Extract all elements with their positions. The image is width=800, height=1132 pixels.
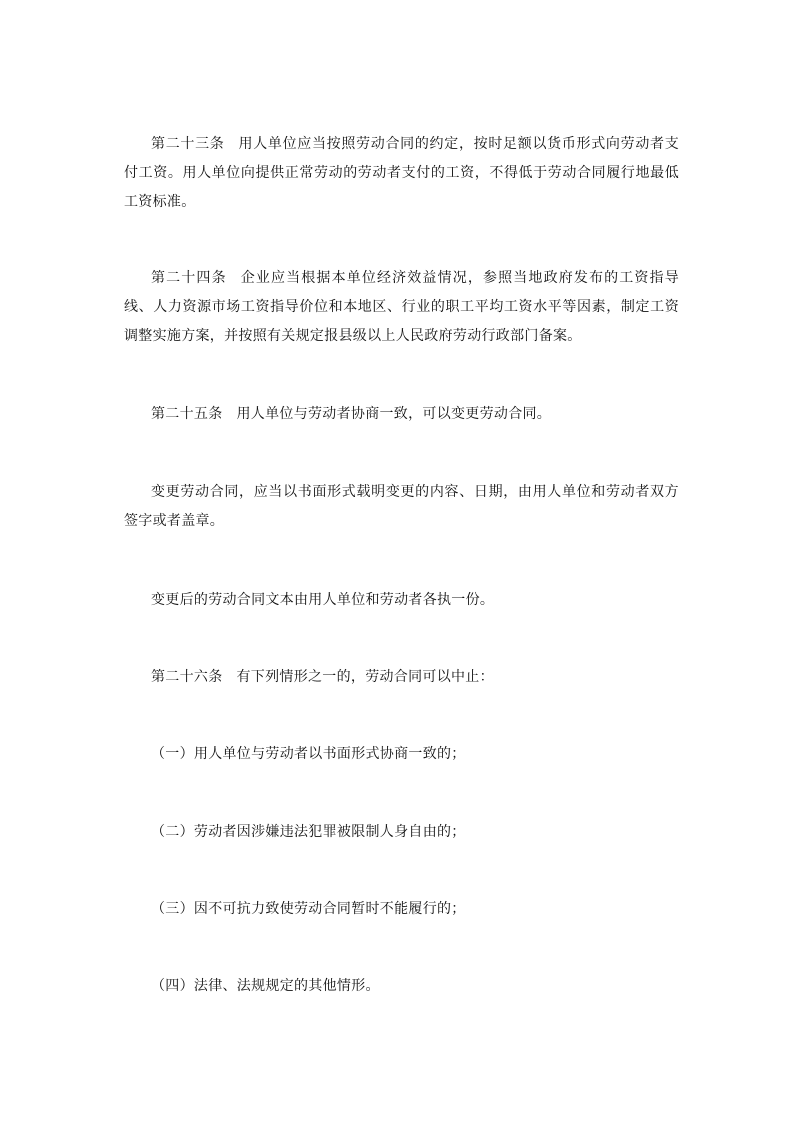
list-item: （三）因不可抗力致使劳动合同暂时不能履行的； <box>151 901 466 917</box>
article-24-text: 企业应当根据本单位经济效益情况，参照当地政府发布的工资指导线、人力资源市场工资指导价位和本地区、行业的职工平均工资水平等因素，制定工资调整实施方案，并按照有关规定报县级以上人民政府劳动行政部门备案。 <box>124 270 680 344</box>
article-23-text: 用人单位应当按照劳动合同的约定，按时足额以货币形式向劳动者支付工资。用人单位向提供正常劳动的劳动者支付的工资，不得低于劳动合同履行地最低工资标准。 <box>124 136 680 210</box>
article-25 <box>124 400 679 429</box>
article-23 <box>124 130 679 217</box>
list-item: （二）劳动者因涉嫌违法犯罪被限制人身自由的； <box>151 824 466 840</box>
article-23-number: 第二十三条 <box>151 136 225 152</box>
article-26 <box>124 663 679 692</box>
list-item: （一）用人单位与劳动者以书面形式协商一致的； <box>151 746 466 762</box>
list-item: （四）法律、法规规定的其他情形。 <box>151 978 380 994</box>
article-25-text: 用人单位与劳动者协商一致，可以变更劳动合同。 <box>236 406 552 422</box>
paragraph-change-contract: 变更劳动合同，应当以书面形式载明变更的内容、日期，由用人单位和劳动者双方签字或者盖章。 <box>124 484 679 529</box>
article-26-text: 有下列情形之一的，劳动合同可以中止： <box>236 669 494 685</box>
article-26-number: 第二十六条 <box>151 669 223 685</box>
article-24 <box>124 264 679 351</box>
article-25-number: 第二十五条 <box>151 406 223 422</box>
paragraph-contract-copies: 变更后的劳动合同文本由用人单位和劳动者各执一份。 <box>151 592 495 608</box>
article-24-number: 第二十四条 <box>151 270 227 286</box>
